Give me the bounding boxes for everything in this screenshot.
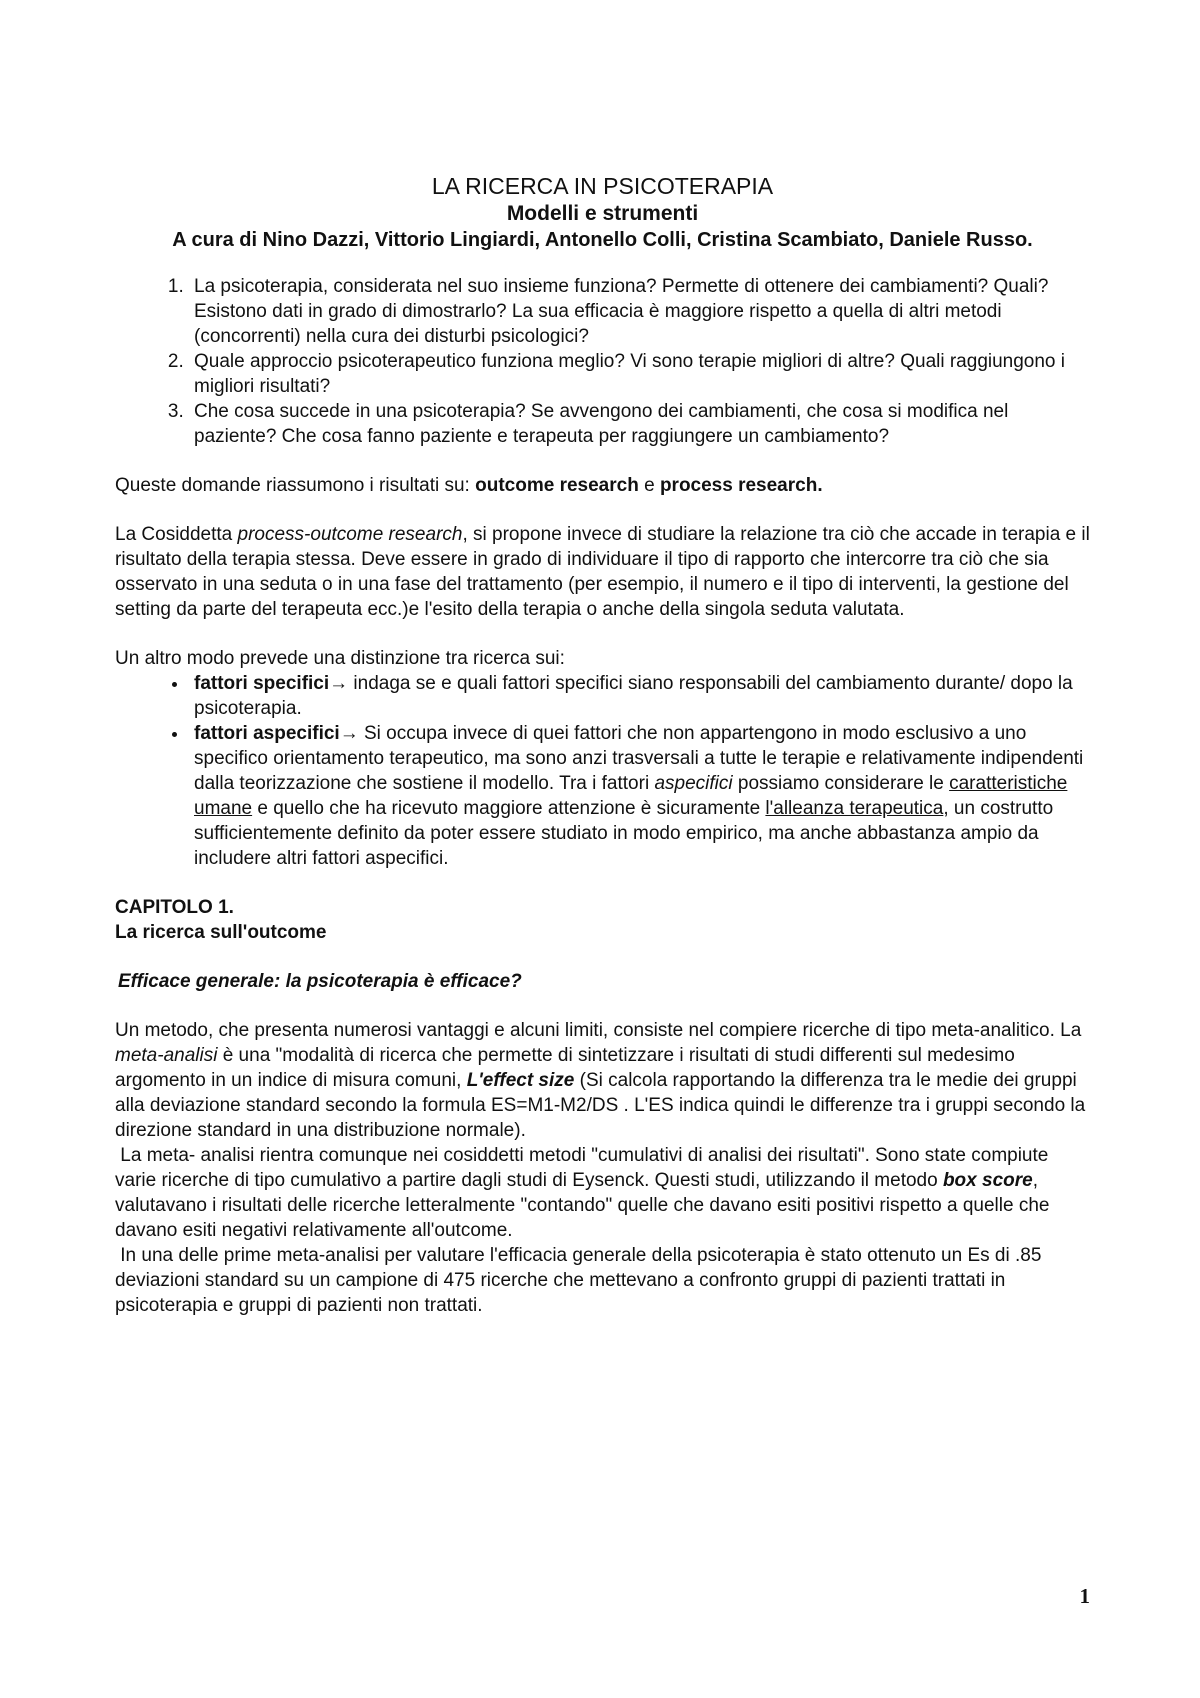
process-outcome-paragraph bbox=[115, 522, 1090, 622]
meta-paragraph-3 bbox=[115, 1243, 1090, 1318]
document-subtitle: Modelli e strumenti bbox=[506, 202, 699, 225]
meta-paragraph-2 bbox=[115, 1143, 1090, 1243]
summary-connector: e bbox=[638, 475, 660, 496]
summary-lead: Queste domande riassumono i risultati su: bbox=[115, 475, 476, 496]
page-content bbox=[115, 172, 1090, 1318]
summary-term-process: process research. bbox=[659, 475, 823, 496]
summary-term-outcome: outcome research bbox=[475, 475, 639, 496]
factor-text-specific: indaga se e quali fattori specifici siano responsabili del cambiamento durante/ dopo la psicoterapia. bbox=[194, 673, 1073, 719]
distinction-intro: Un altro modo prevede una distinzione tra ricerca sui: bbox=[115, 648, 565, 669]
meta-bold-effect-size: L'effect size bbox=[466, 1070, 575, 1091]
meta-text-2a: La meta- analisi rientra comunque nei cosiddetti metodi "cumulativi di analisi dei risultati". Sono state compiute varie ricerche di tipo cumulativo a partire dagli studi di Eysenck. Questi studi, utilizzando il metodo bbox=[115, 1145, 1049, 1191]
factor-text-aspecific-2: possiamo considerare le bbox=[732, 773, 950, 794]
document-authors: A cura di Nino Dazzi, Vittorio Lingiardi, Antonello Colli, Cristina Scambiato, Daniele Russo. bbox=[172, 229, 1033, 251]
section-heading: Efficace generale: la psicoterapia è efficace? bbox=[118, 971, 522, 992]
underlined-caratteristiche-umane: caratteristiche umane bbox=[194, 773, 1068, 819]
factor-label-specific: fattori specifici bbox=[194, 673, 330, 694]
document-title: LA RICERCA IN PSICOTERAPIA bbox=[431, 173, 774, 199]
summary-paragraph bbox=[115, 473, 1090, 498]
factor-label-aspecific: fattori aspecifici bbox=[194, 723, 340, 744]
arrow-right-icon: → bbox=[339, 723, 359, 744]
process-outcome-term: process-outcome research bbox=[237, 524, 463, 545]
meta-paragraph-1 bbox=[115, 1018, 1090, 1143]
factor-text-aspecific: Si occupa invece di quei fattori che non appartengono in modo esclusivo a uno specifico orientamento terapeutico, ma sono anzi trasversali a tutte le terapie e relativamente indipendenti dalla teorizzazione che sostiene il modello. Tra i fattori bbox=[194, 723, 1084, 794]
page-number: 1 bbox=[1079, 1584, 1090, 1608]
factor-item-aspecific bbox=[189, 721, 1090, 871]
factors-list bbox=[115, 671, 1090, 871]
meta-text-1b: è una "modalità di ricerca che permette di sintetizzare i risultati di studi differenti sul medesimo argomento in un indice di misura comuni, bbox=[115, 1045, 1015, 1091]
arrow-right-icon: → bbox=[329, 673, 349, 694]
meta-text-1c: (Si calcola rapportando la differenza tra le medie dei gruppi alla deviazione standard secondo la formula ES=M1-M2/DS . L'ES indica quindi le differenze tra i gruppi secondo la direzione standard in una distribuzione normale). bbox=[115, 1070, 1086, 1141]
factor-text-aspecific-3: e quello che ha ricevuto maggiore attenzione è sicuramente bbox=[252, 798, 766, 819]
factor-italic-aspecifici: aspecifici bbox=[654, 773, 733, 794]
meta-text-1a: Un metodo, che presenta numerosi vantaggi e alcuni limiti, consiste nel compiere ricerche di tipo meta-analitico. La bbox=[115, 1020, 1082, 1041]
process-outcome-lead: La Cosiddetta bbox=[115, 524, 238, 545]
meta-bold-box-score: box score bbox=[942, 1170, 1033, 1191]
factor-item-specific bbox=[189, 671, 1090, 721]
questions-list bbox=[115, 274, 1090, 449]
meta-italic-meta-analisi: meta-analisi bbox=[115, 1045, 218, 1066]
chapter-label: CAPITOLO 1. bbox=[115, 897, 234, 918]
underlined-alleanza-terapeutica: l'alleanza terapeutica bbox=[765, 798, 944, 819]
question-item: 3. Che cosa succede in una psicoterapia? Se avvengono dei cambiamenti, che cosa si modifica nel paziente? Che cosa fanno paziente e terapeuta per raggiungere un cambiamento? bbox=[189, 399, 1090, 449]
meta-text-3: In una delle prime meta-analisi per valutare l'efficacia generale della psicoterapia è stato ottenuto un Es di .85 deviazioni standard su un campione di 475 ricerche che mettevano a confronto gruppi di pazienti trattati in psicoterapia e gruppi di pazienti non trattati. bbox=[115, 1245, 1042, 1316]
process-outcome-body: , si propone invece di studiare la relazione tra ciò che accade in terapia e il risultato della terapia stessa. Deve essere in grado di individuare il tipo di rapporto che intercorre tra ciò che sia osservato in una seduta o in una fase del trattamento (per esempio, il numero e il tipo di interventi, la gestione del setting da parte del terapeuta ecc.)e l'esito della terapia o anche della singola seduta valutata. bbox=[115, 524, 1090, 620]
question-item: 1. La psicoterapia, considerata nel suo insieme funziona? Permette di ottenere dei cambiamenti? Quali? Esistono dati in grado di dimostrarlo? La sua efficacia è maggiore rispetto a quella di altri metodi (concorrenti) nella cura dei disturbi psicologici? bbox=[189, 274, 1090, 349]
factor-text-aspecific-4: , un costrutto sufficientemente definito da poter essere studiato in modo empirico, ma anche abbastanza ampio da includere altri fattori aspecifici. bbox=[194, 798, 1054, 869]
question-item: 2. Quale approccio psicoterapeutico funziona meglio? Vi sono terapie migliori di altre? Quali raggiungono i migliori risultati? bbox=[189, 349, 1090, 399]
chapter-title: La ricerca sull'outcome bbox=[115, 922, 327, 943]
meta-text-2b: , valutavano i risultati delle ricerche letteralmente "contando" quelle che davano esiti positivi rispetto a quelle che davano esiti negativi relativamente all'outcome. bbox=[115, 1170, 1050, 1241]
